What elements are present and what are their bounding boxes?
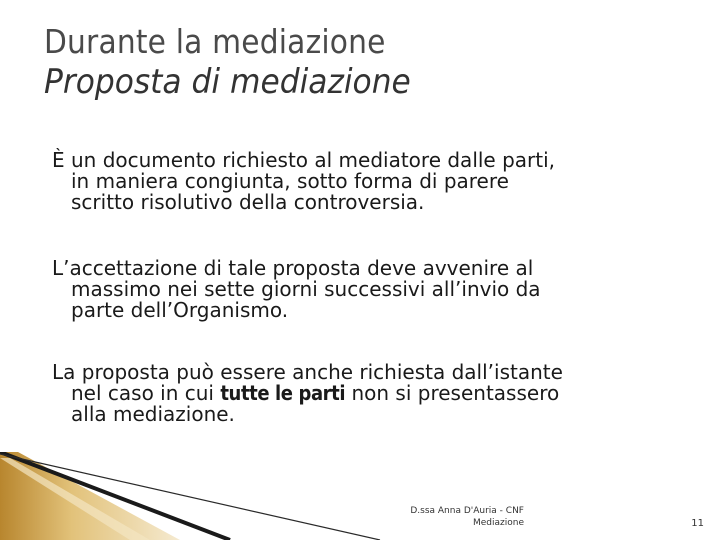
slide-title: Durante la mediazione (44, 22, 386, 61)
swoosh-gold-band (0, 452, 180, 540)
paragraph-2 (52, 258, 692, 321)
paragraph-1 (52, 150, 692, 213)
footer-credit (384, 505, 524, 529)
footer-topic: Mediazione (472, 518, 524, 528)
emphasis-all-parties: tutte le parti (220, 381, 346, 405)
paragraph-3-line-2 (52, 383, 692, 404)
paragraph-3-line-2-end: non si presentassero (345, 381, 560, 405)
paragraph-3-line-2-start: nel caso in cui (71, 381, 221, 405)
footer-author: D.ssa Anna D'Auria - CNF (410, 506, 524, 516)
page-number: 11 (691, 518, 704, 529)
paragraph-1-line-2: in maniera congiunta, sotto forma di parere (71, 169, 509, 193)
paragraph-2-line-2: massimo nei sette giorni successivi all’invio da (71, 277, 541, 301)
paragraph-3-line-3: alla mediazione. (71, 402, 235, 426)
paragraph-3-line-1: La proposta può essere anche richiesta dall’istante (52, 360, 563, 384)
paragraph-1-line-3: scritto risolutivo della controversia. (71, 190, 425, 214)
paragraph-1-line-1: È un documento richiesto al mediatore dalle parti, (52, 148, 556, 172)
paragraph-2-line-3: parte dell’Organismo. (71, 298, 289, 322)
decorative-swoosh (0, 452, 420, 540)
paragraph-2-line-1: L’accettazione di tale proposta deve avvenire al (52, 256, 534, 280)
slide-subtitle: Proposta di mediazione (44, 62, 411, 102)
paragraph-3 (52, 362, 692, 425)
